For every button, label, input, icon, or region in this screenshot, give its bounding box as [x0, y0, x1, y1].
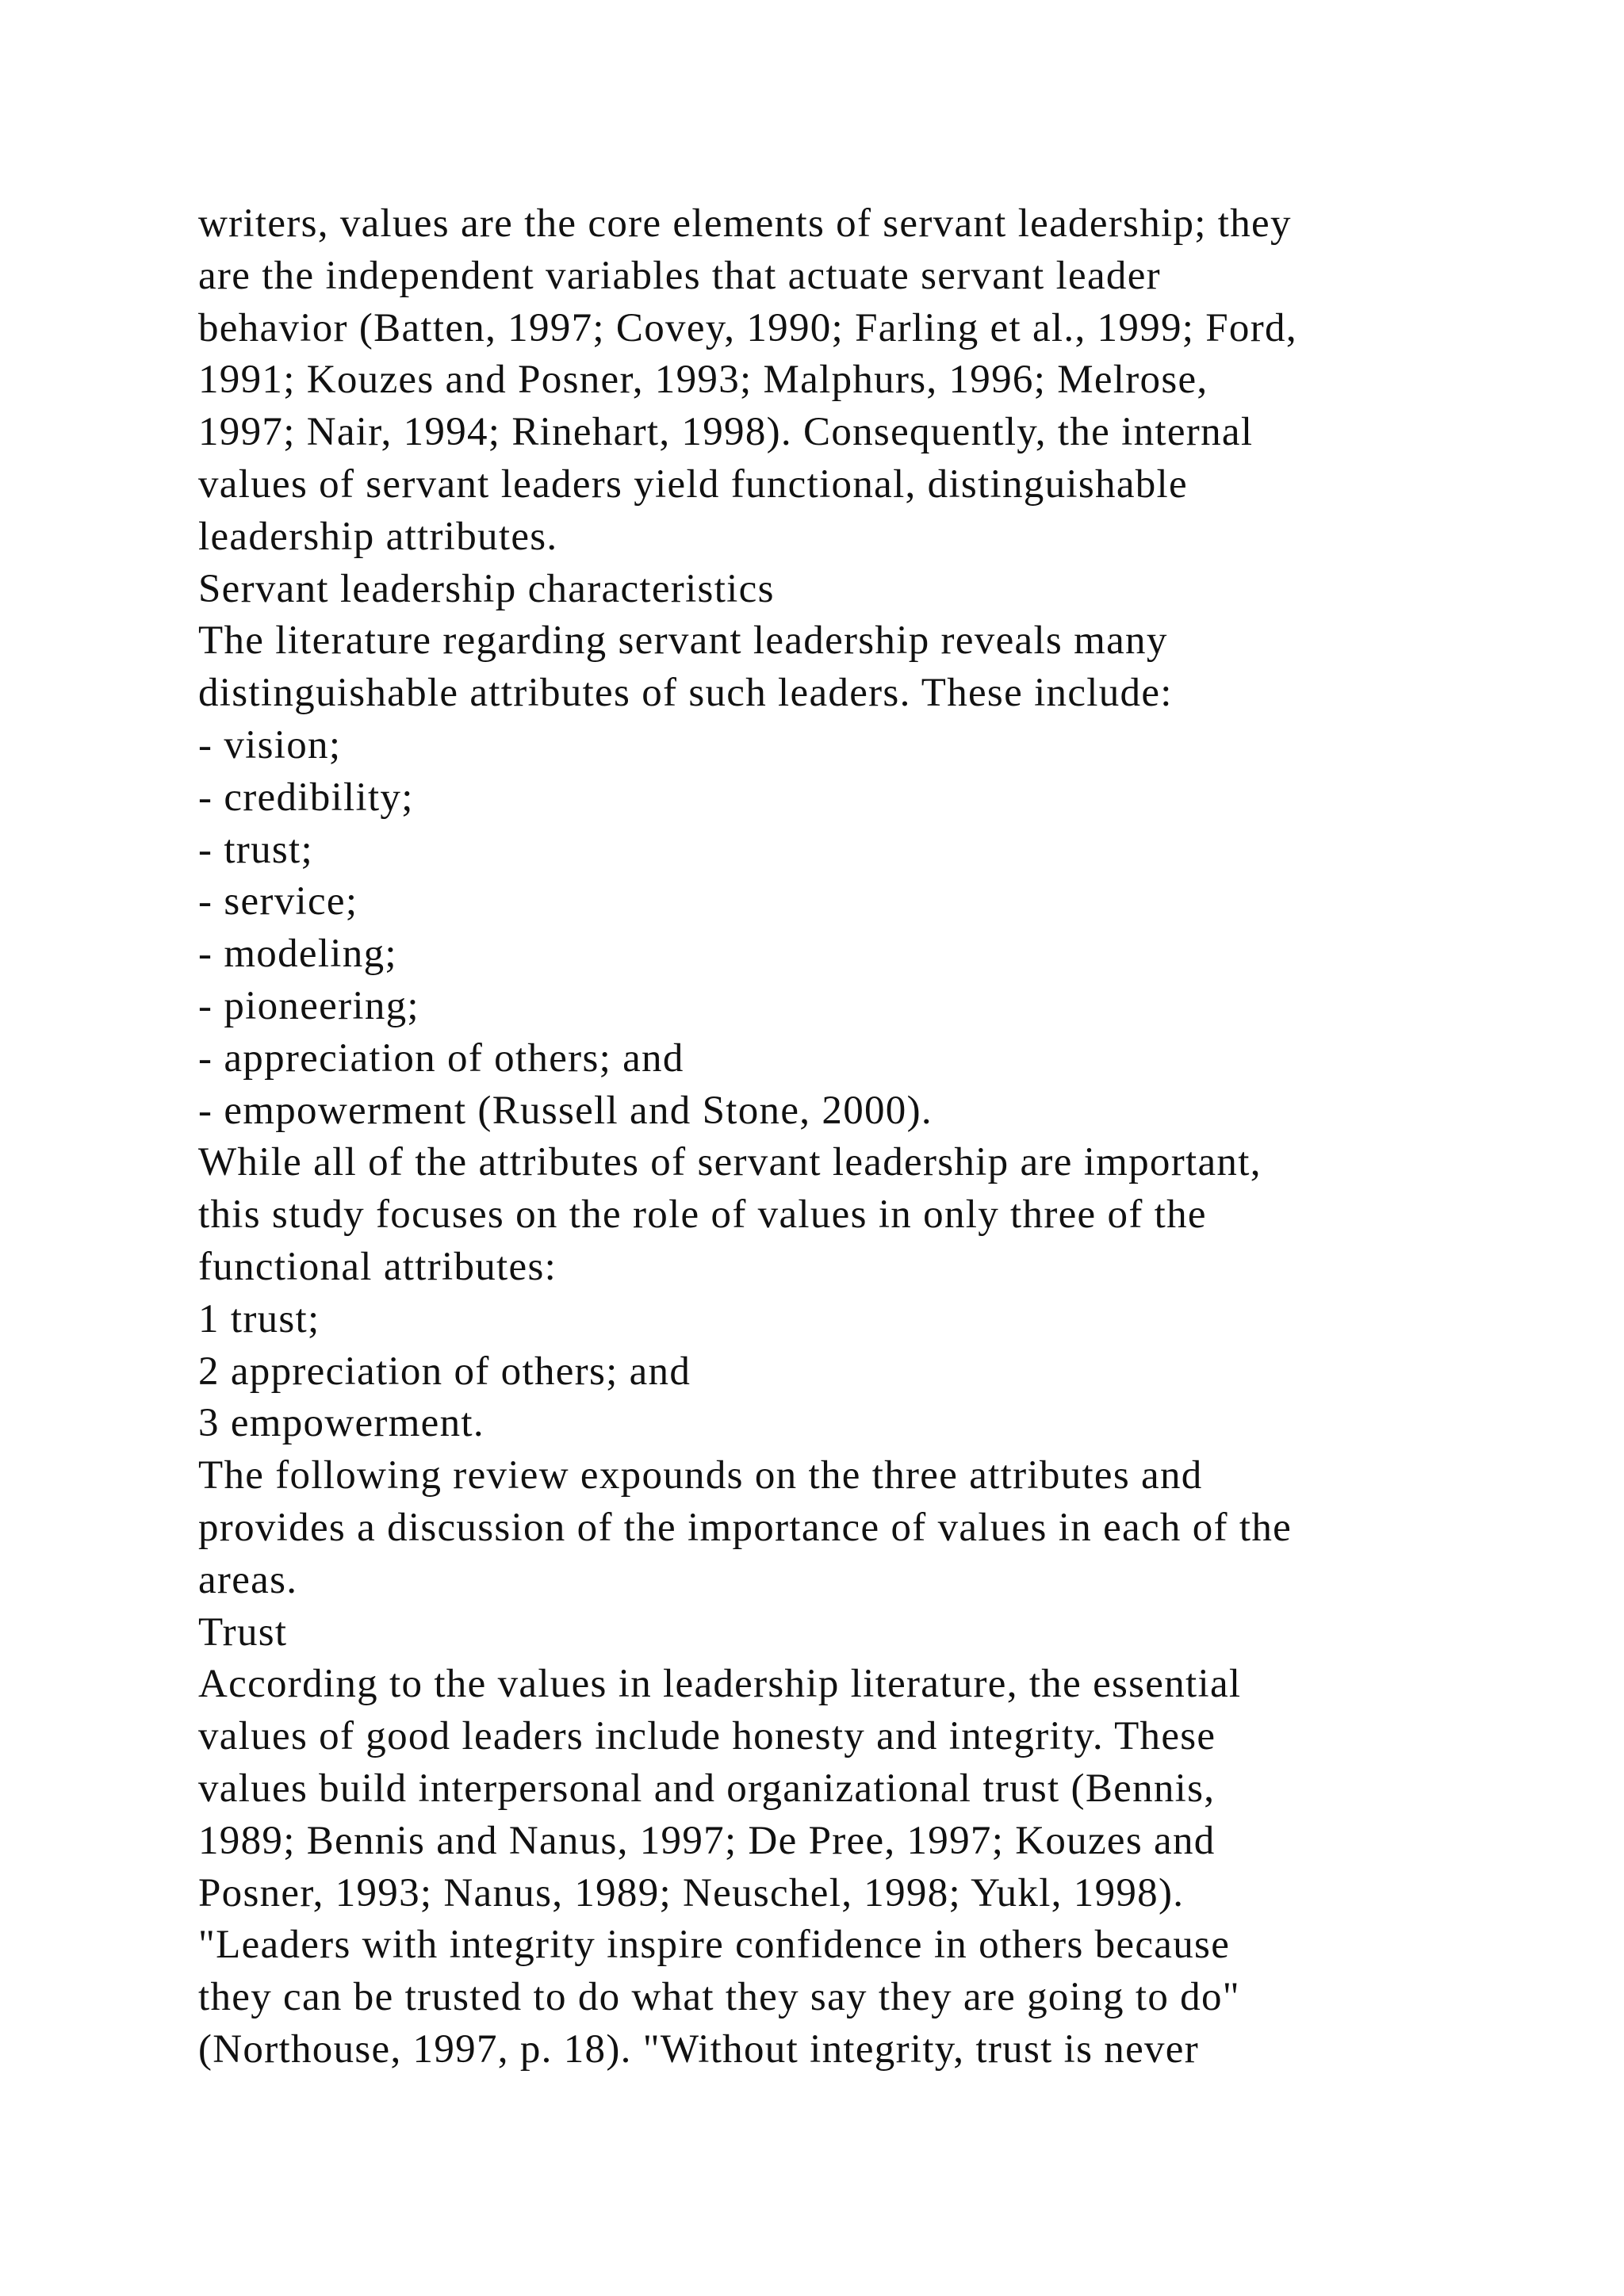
document-text — [198, 198, 1546, 2076]
bullet-item: - service; — [198, 879, 358, 924]
bullet-item: - empowerment (Russell and Stone, 2000). — [198, 1088, 933, 1133]
text-line: provides a discussion of the importance of values in each of the — [198, 1505, 1293, 1550]
bullet-item: - pioneering; — [198, 983, 419, 1028]
text-line: distinguishable attributes of such leaders. These include: — [198, 671, 1173, 716]
text-line: they can be trusted to do what they say they are going to do" — [198, 1975, 1240, 2020]
numbered-item: 3 empowerment. — [198, 1401, 485, 1446]
numbered-item: 2 appreciation of others; and — [198, 1349, 691, 1394]
text-line: values of good leaders include honesty and integrity. These — [198, 1714, 1216, 1759]
text-line: 1991; Kouzes and Posner, 1993; Malphurs, 1996; Melrose, — [198, 358, 1208, 403]
bullet-item: - credibility; — [198, 775, 414, 820]
text-line: The literature regarding servant leadership reveals many — [198, 618, 1168, 664]
numbered-item: 1 trust; — [198, 1296, 320, 1341]
bullet-item: - vision; — [198, 722, 342, 767]
text-line: functional attributes: — [198, 1244, 557, 1289]
text-line: areas. — [198, 1557, 298, 1602]
bullet-item: - trust; — [198, 827, 313, 872]
section-heading: Servant leadership characteristics — [198, 566, 775, 611]
text-line: "Leaders with integrity inspire confidence in others because — [198, 1923, 1231, 1968]
bullet-item: - modeling; — [198, 932, 397, 977]
text-line: Posner, 1993; Nanus, 1989; Neuschel, 1998; Yukl, 1998). — [198, 1870, 1185, 1915]
text-line: behavior (Batten, 1997; Covey, 1990; Farling et al., 1999; Ford, — [198, 305, 1297, 350]
bullet-item: - appreciation of others; and — [198, 1035, 684, 1081]
text-line: leadership attributes. — [198, 514, 558, 559]
text-line: According to the values in leadership literature, the essential — [198, 1662, 1242, 1707]
text-line: values of servant leaders yield functional, distinguishable — [198, 461, 1188, 507]
text-line: this study focuses on the role of values in only three of the — [198, 1192, 1207, 1238]
text-line: values build interpersonal and organizational trust (Bennis, — [198, 1766, 1216, 1811]
text-line: writers, values are the core elements of servant leadership; they — [198, 201, 1292, 246]
text-line: are the independent variables that actuate servant leader — [198, 253, 1161, 298]
text-line: 1997; Nair, 1994; Rinehart, 1998). Consequently, the internal — [198, 410, 1254, 455]
text-line: (Northouse, 1997, p. 18). "Without integrity, trust is never — [198, 2026, 1200, 2072]
text-line: 1989; Bennis and Nanus, 1997; De Pree, 1997; Kouzes and — [198, 1818, 1216, 1863]
text-line: The following review expounds on the three attributes and — [198, 1453, 1203, 1498]
section-heading: Trust — [198, 1609, 288, 1655]
text-line: While all of the attributes of servant leadership are important, — [198, 1140, 1262, 1185]
